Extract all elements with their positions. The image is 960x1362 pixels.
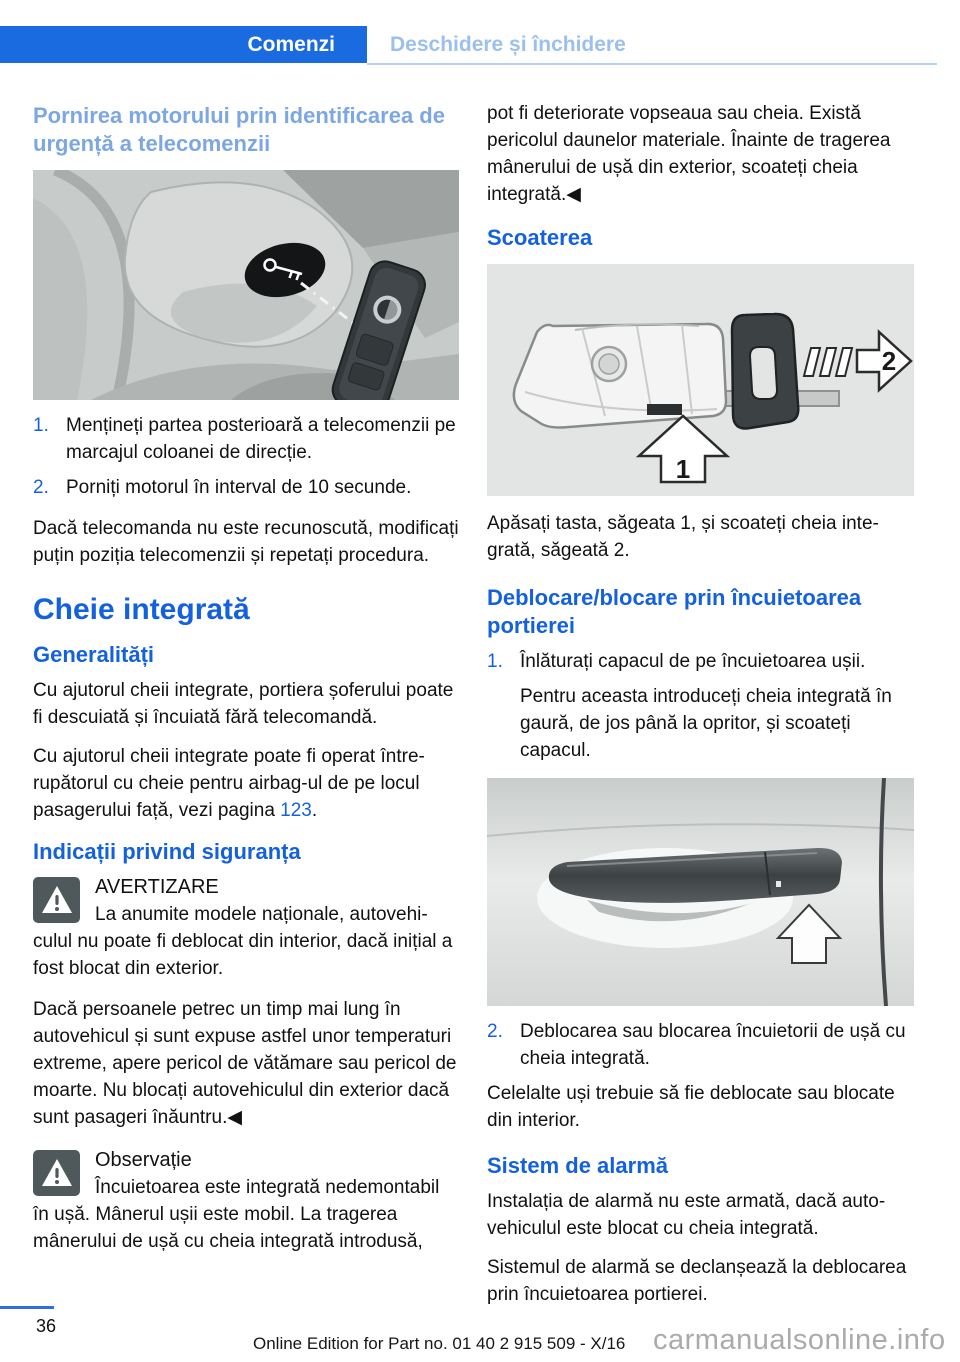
note-icon xyxy=(33,1150,80,1196)
list-number: 1. xyxy=(33,415,49,436)
steering-column-illustration xyxy=(33,170,459,400)
warning-text: La anumite modele naționale, autovehiculul nu poate fi deblocat din interior, dacă inițial a fost blocat din exterior. xyxy=(33,904,453,979)
paragraph: Instalația de alarmă nu este armată, dacă autovehiculul este blocat cu cheia integrată. xyxy=(487,1191,886,1239)
heading-door-lock: Deblocare/blocare prin încuietoarea portierei xyxy=(487,585,862,638)
left-column xyxy=(33,100,459,1269)
section-title xyxy=(390,26,626,63)
list-number: 2. xyxy=(487,1021,503,1042)
emergency-start-steps xyxy=(33,412,459,501)
paragraph: Apăsați tasta, săgeata 1, și scoateți cheia integrată, săgeată 2. xyxy=(487,513,879,561)
spring-symbol xyxy=(804,348,852,376)
door-handle-figure xyxy=(487,778,914,1006)
heading-removal: Scoaterea xyxy=(487,225,593,250)
paragraph: Celelalte uși trebuie să fie deblocate sau blocate din interior. xyxy=(487,1083,895,1131)
list-subtext: Pentru aceasta introduceți cheia integrată în gaură, de jos până la opritor, și scoateți capacul. xyxy=(520,686,892,761)
warning-icon xyxy=(33,877,80,923)
paragraph: Dacă persoanele petrec un timp mai lung în autovehicul și sunt expuse astfel unor temperaturi extreme, apere pericol de vătămare sau pericol de moarte. Nu blocați autovehiculul din exterior dacă sunt pasageri înăuntru.◀ xyxy=(33,999,457,1128)
paragraph: pot fi deteriorate vopseaua sau cheia. Există pericolul daunelor materiale. Înainte de tragerea mânerului de ușă din exterior, scoateți cheia integrată.◀ xyxy=(487,103,891,205)
list-text: Mențineți partea posterioară a telecomenzii pe marcajul coloanei de direcție. xyxy=(66,415,456,463)
paragraph: Sistemul de alarmă se declanșează la deblocarea prin încuietoarea portierei. xyxy=(487,1257,907,1305)
key-removal-illustration xyxy=(487,264,914,496)
figure-arrow-2-label: 2 xyxy=(881,346,897,376)
heading-emergency-start: Pornirea motorului prin identificarea de urgență a telecomenzii xyxy=(33,103,445,156)
page-link[interactable]: 123 xyxy=(280,800,312,821)
list-item xyxy=(33,474,459,501)
warning-block xyxy=(33,874,459,982)
paragraph xyxy=(33,743,459,824)
list-number: 1. xyxy=(487,651,503,672)
door-handle-illustration xyxy=(487,778,914,1006)
paragraph-text: . xyxy=(311,800,318,821)
list-item xyxy=(487,648,914,675)
note-label: Observație xyxy=(95,1149,192,1171)
list-text: Deblocarea sau blocarea încuietorii de ușă cu cheia integrată. xyxy=(520,1021,906,1069)
page-number: 36 xyxy=(36,1316,57,1336)
heading-alarm-system: Sistem de alarmă xyxy=(487,1153,668,1178)
heading-integrated-key: Cheie integrată xyxy=(33,593,250,626)
steering-column-figure xyxy=(33,170,459,400)
heading-general: Generalități xyxy=(33,642,155,667)
watermark: carmanualsonline.info xyxy=(653,1324,946,1356)
note-block xyxy=(33,1147,459,1255)
list-item xyxy=(33,412,459,466)
right-column xyxy=(487,100,914,1320)
list-item xyxy=(487,1018,914,1072)
list-number: 2. xyxy=(33,477,49,498)
edition-note: Online Edition for Part no. 01 40 2 915 509 - X/16 xyxy=(253,1334,626,1353)
chapter-tab xyxy=(0,26,367,63)
heading-safety-notes: Indicații privind siguranța xyxy=(33,839,301,864)
paragraph-text: Cu ajutorul cheii integrate poate fi operat întrerupătorul cu cheie pentru airbag-ul de pe locul pasagerului față, vezi pagina xyxy=(33,746,425,821)
footer-accent-line xyxy=(0,1306,54,1309)
chapter-tab-label: Comenzi xyxy=(247,32,335,56)
figure-arrow-1-label: 1 xyxy=(675,454,691,484)
header-rule xyxy=(367,63,937,65)
list-text: Înlăturați capacul de pe încuietoarea ușii. xyxy=(520,651,866,672)
section-title-label: Deschidere și închidere xyxy=(390,32,626,56)
list-text: Porniți motorul în interval de 10 secunde. xyxy=(66,477,412,498)
note-text: Încuietoarea este integrată nedemontabil în ușă. Mânerul ușii este mobil. La tragerea mânerului de ușă cu cheia integrată introdusă, xyxy=(33,1177,440,1252)
warning-label: AVERTIZARE xyxy=(95,876,219,898)
key-removal-figure xyxy=(487,264,914,496)
paragraph: Cu ajutorul cheii integrate, portiera șoferului poate fi descuiată și încuiată fără telecomandă. xyxy=(33,680,454,728)
paragraph: Dacă telecomanda nu este recunoscută, modificați puțin poziția telecomenzii și repetați procedura. xyxy=(33,518,459,566)
